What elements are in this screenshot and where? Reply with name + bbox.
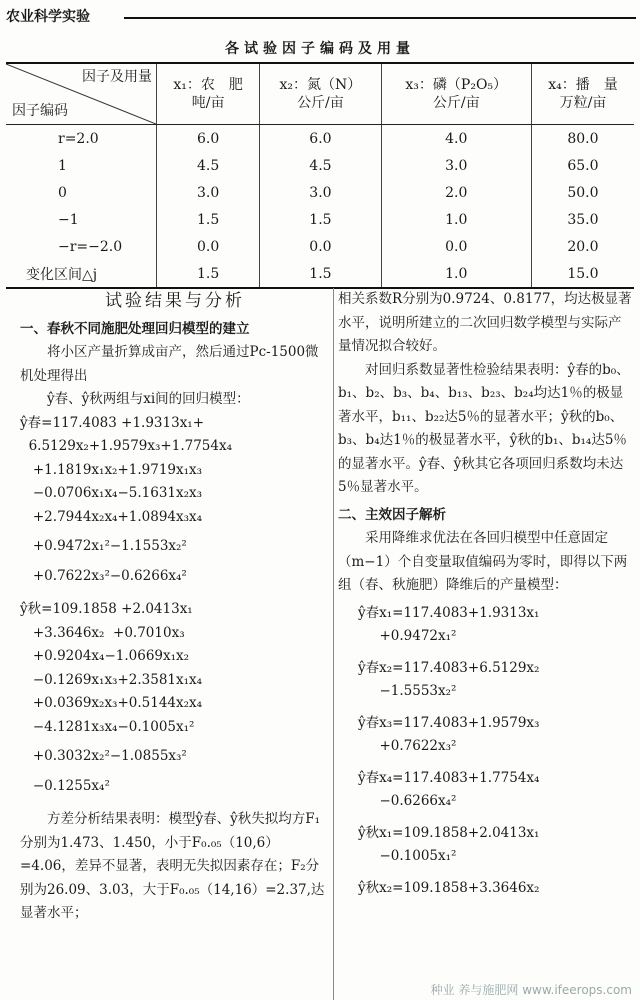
- column-divider: [333, 288, 334, 1000]
- table-row: [6, 179, 634, 206]
- table-cell: 4.0: [381, 125, 531, 153]
- model-line: −0.1005x₁²: [358, 848, 457, 864]
- table-cell: 65.0: [567, 157, 599, 174]
- table-cell: 35.0: [567, 211, 599, 228]
- row-label: −r=−2.0: [6, 233, 157, 260]
- table-cell: 80.0: [567, 130, 599, 147]
- model-line: −0.6266x₄²: [358, 793, 457, 809]
- model-line: +0.7622x₃²: [358, 738, 457, 754]
- paragraph: 将小区产量折算成亩产，然后通过Pc-1500微机处理得出: [20, 344, 319, 384]
- factor-code-table: [6, 62, 634, 289]
- page-header: [6, 6, 636, 28]
- table-cell: 4.5: [157, 152, 260, 179]
- row-label: 0: [6, 179, 157, 206]
- model-line: +0.9472x₁²: [358, 628, 457, 644]
- model-line: ŷ秋x₁=109.1858+2.0413x₁: [358, 824, 540, 841]
- table-cell: 0.0: [381, 233, 531, 260]
- column-header: x₂：氮（N） 公斤/亩: [260, 63, 381, 125]
- subsection-heading: 一、春秋不同施肥处理回归模型的建立: [20, 320, 250, 337]
- table-cell: 50.0: [567, 184, 599, 201]
- spring-equation: ŷ春=117.4083 +1.9313x₁+ 6.5129x₂+1.9579x₃+1.7754x₄ +1.1819x₁x₂+1.9719x₁x₃ −0.0706x₁x₄−5.1631x₂x₃ +2.7944x₂x₄+1.0894x₃x₄ +0.9472x₁²−1.1553x₂² +0.7622x₃²−0.6266x₄²: [20, 414, 232, 584]
- model-line: ŷ春x₄=117.4083+1.7754x₄: [358, 769, 540, 786]
- table-row: [6, 125, 634, 153]
- table-cell: 1.0: [381, 206, 531, 233]
- reduced-models: [338, 602, 634, 901]
- section-title: 试验结果与分析: [105, 291, 245, 311]
- header-rule: [124, 17, 636, 19]
- row-label: r=2.0: [6, 125, 157, 153]
- right-column: [338, 288, 634, 900]
- row-label: 1: [6, 152, 157, 179]
- model-line: ŷ秋x₂=109.1858+3.3646x₂: [358, 879, 540, 896]
- table-caption: 各试验因子编码及用量: [225, 41, 415, 57]
- table-row: [6, 260, 634, 288]
- table-cell: 3.0: [381, 152, 531, 179]
- table-cell: 6.0: [260, 125, 381, 153]
- table-cell: 4.5: [260, 152, 381, 179]
- model-line: −1.5553x₂²: [358, 683, 457, 699]
- watermark: 种业 养与施肥网 www.ifeerops.com: [430, 983, 632, 997]
- paragraph: 采用降维求优法在各回归模型中任意固定（m−1）个自变量取值编码为零时，即得以下两组（春、秋施肥）降维后的产量模型：: [338, 530, 628, 593]
- table-cell: 3.0: [260, 179, 381, 206]
- paragraph: 方差分析结果表明：模型ŷ春、ŷ秋失拟均方F₁分别为1.473、1.450，小于F₀.₀₅（10,6）=4.06，差异不显著，表明无失拟因素存在；F₂分别为26.09、3.03，大于F₀.₀₅（14,16）=2.37,达显著水平；: [20, 811, 325, 921]
- table-cell: 1.0: [381, 260, 531, 288]
- table-row: [6, 233, 634, 260]
- column-header: x₃：磷（P₂O₅） 公斤/亩: [381, 63, 531, 125]
- left-column: [20, 288, 330, 926]
- table-cell: 3.0: [157, 179, 260, 206]
- paragraph: 对回归系数显著性检验结果表明：ŷ春的b₀、b₁、b₂、b₃、b₄、b₁₃、b₂₃、b₂₄均达1％的极显著水平，b₁₁、b₂₂达5％的显著水平；ŷ秋的b₀、b₃、b₄达1％的极显著水平，ŷ秋的b₁、b₁₄达5％的显著水平。ŷ春、ŷ秋其它各项回归系数均未达5％显著水平。: [338, 361, 630, 495]
- table-cell: 0.0: [157, 233, 260, 260]
- table-cell: 1.5: [157, 206, 260, 233]
- column-header: x₁：农 肥 吨/亩: [157, 63, 260, 125]
- paragraph: ŷ春、ŷ秋两组与xi间的回归模型：: [47, 391, 250, 407]
- corner-cell: [6, 63, 157, 125]
- table-cell: 2.0: [381, 179, 531, 206]
- row-label: −1: [6, 206, 157, 233]
- model-line: ŷ春x₂=117.4083+6.5129x₂: [358, 659, 540, 676]
- table-cell: 20.0: [567, 238, 599, 255]
- table-header-row: [6, 63, 634, 125]
- table-row: [6, 206, 634, 233]
- table-cell: 6.0: [157, 125, 260, 153]
- paragraph: 相关系数R分别为0.9724、0.8177，均达极显著水平，说明所建立的二次回归数学模型与实际产量情况拟合较好。: [338, 291, 632, 354]
- table-cell: 1.5: [157, 260, 260, 288]
- autumn-equation: ŷ秋=109.1858 +2.0413x₁ +3.3646x₂ +0.7010x₃ +0.9204x₄−1.0669x₁x₂ −0.1269x₁x₃+2.3581x₁x₄ +0.0369x₂x₃+0.5144x₂x₄ −4.1281x₃x₄−0.1005x₁² +0.3032x₂²−1.0855x₃² −0.1255x₄²: [20, 601, 203, 794]
- subsection-heading: 二、主效因子解析: [338, 506, 446, 523]
- table-cell: 1.5: [260, 206, 381, 233]
- corner-top-label: 因子及用量: [82, 69, 152, 85]
- row-label: 变化区间△j: [6, 260, 157, 288]
- table-row: [6, 152, 634, 179]
- table-cell: 1.5: [260, 260, 381, 288]
- table-cell: 15.0: [567, 265, 599, 282]
- model-line: ŷ春x₃=117.4083+1.9579x₃: [358, 714, 540, 731]
- model-line: ŷ春x₁=117.4083+1.9313x₁: [358, 604, 540, 621]
- journal-name: 农业科学实验: [6, 9, 90, 25]
- column-header: x₄：播 量 万粒/亩: [531, 63, 634, 125]
- table-cell: 0.0: [260, 233, 381, 260]
- corner-bottom-label: 因子编码: [12, 103, 68, 119]
